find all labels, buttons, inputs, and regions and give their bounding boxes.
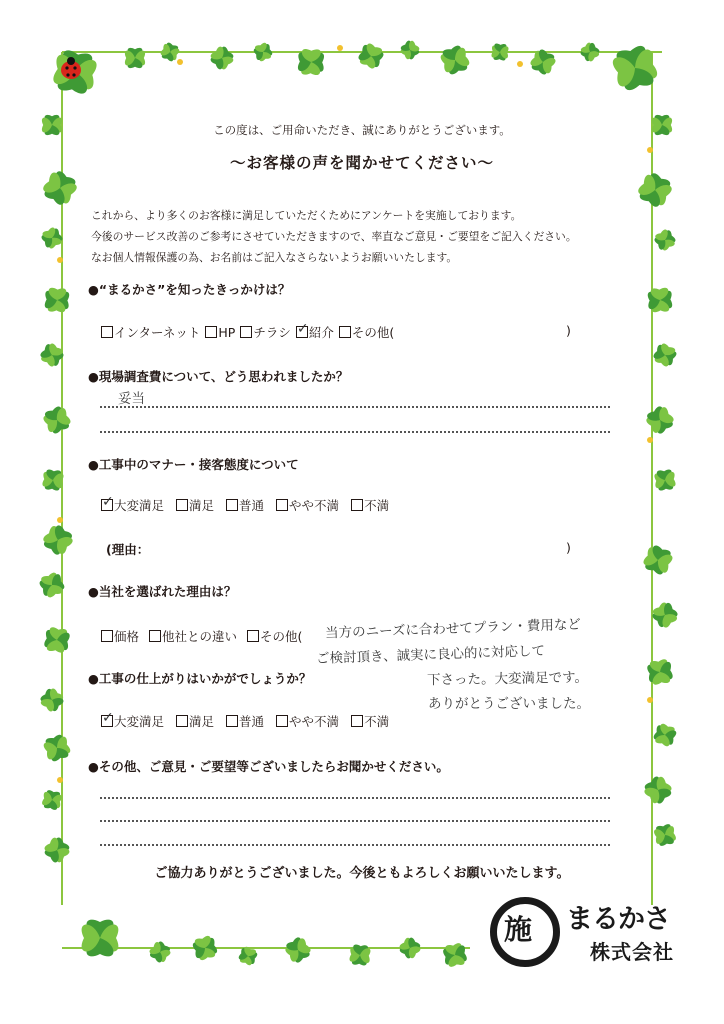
option-somewhat-dissatisfied[interactable]: やや不満: [276, 498, 339, 513]
checkbox-price[interactable]: [101, 630, 113, 642]
clover-icon: [82, 920, 119, 957]
logo-kanji: 施: [504, 913, 533, 946]
clover-icon: [650, 600, 681, 631]
clover-icon: [41, 789, 63, 811]
other-close-paren: ): [566, 323, 571, 338]
checkbox-somewhat-dissatisfied[interactable]: [276, 499, 288, 511]
handwritten-reason-line-4: ありがとうございました。: [428, 696, 590, 712]
clover-icon: [635, 170, 675, 210]
option-other-reason[interactable]: その他(: [247, 629, 302, 644]
clover-icon: [147, 939, 173, 965]
question-how-found: ●“まるかさ”を知ったきっかけは？: [88, 282, 291, 297]
reason-label: (理由：: [106, 542, 150, 557]
clover-icon: [252, 41, 273, 62]
clover-icon: [439, 44, 472, 77]
option-flyer[interactable]: チラシ: [240, 325, 291, 340]
clover-icon: [641, 543, 675, 577]
option-normal[interactable]: 普通: [226, 498, 264, 513]
description-line-2: 今後のサービス改善のご参考にさせていただきますので、率直なご意見・ご要望をご記入ください。: [91, 230, 577, 243]
checkbox-flyer[interactable]: [240, 326, 252, 338]
answer-line: [100, 406, 610, 408]
handwritten-reason-line-3: 下さった。大変満足です。: [426, 669, 589, 689]
reason-close-paren: ): [566, 540, 571, 555]
page-title: 〜お客様の声を聞かせてください〜: [229, 154, 494, 172]
option-very-satisfied[interactable]: ✓大変満足: [101, 714, 164, 729]
clover-icon: [654, 469, 676, 491]
checkbox-satisfied[interactable]: [176, 499, 188, 511]
clover-icon: [40, 168, 80, 208]
option-hp[interactable]: HP: [205, 325, 235, 340]
clover-icon: [641, 773, 675, 807]
closing-message: ご協力ありがとうございました。今後ともよろしくお願いいたします。: [154, 866, 570, 881]
clover-icon: [44, 287, 69, 312]
description-line-3: なお個人情報保護の為、お名前はご記入なさらないようお願いいたします。: [91, 251, 458, 264]
clover-icon: [653, 823, 677, 847]
clover-icon: [356, 41, 385, 70]
description-line-1: これから、より多くのお客様に満足していただくためにアンケートを実施しております。: [91, 209, 522, 222]
checkbox-dissatisfied[interactable]: [351, 715, 363, 727]
clover-icon: [398, 38, 421, 61]
question-why-chosen: ●当社を選ばれた理由は？: [88, 584, 237, 599]
clover-icon: [159, 41, 181, 63]
clover-icon: [42, 469, 64, 491]
option-normal[interactable]: 普通: [226, 714, 264, 729]
why-chosen-options: [101, 627, 307, 645]
checkbox-satisfied[interactable]: [176, 715, 188, 727]
clover-icon: [208, 44, 237, 73]
checkbox-hp[interactable]: [205, 326, 217, 338]
option-dissatisfied[interactable]: 不満: [351, 714, 389, 729]
question-manners: ●工事中のマナー・接客態度について: [88, 457, 299, 472]
finish-quality-options: [101, 712, 394, 730]
logo-company-name: まるかさ: [566, 904, 670, 935]
handwritten-reason-line-2: ご検討頂き、誠実に良心的に対応して: [315, 643, 546, 667]
intro-text: この度は、ご用命いただき、誠にありがとうございます。: [213, 123, 511, 137]
answer-line: [100, 797, 610, 799]
logo-company-type: 株式会社: [590, 940, 674, 964]
clover-icon: [349, 944, 371, 966]
checkbox-dissatisfied[interactable]: [351, 499, 363, 511]
manners-options: [101, 496, 394, 514]
answer-line: [100, 844, 610, 846]
clover-icon: [652, 227, 677, 252]
how-found-options: [101, 323, 399, 341]
checkbox-very-satisfied[interactable]: [101, 499, 113, 511]
clover-icon: [283, 935, 313, 965]
question-other-comments: ●その他、ご意見・ご要望等ございましたらお聞かせください。: [88, 759, 449, 774]
clover-icon: [298, 49, 325, 76]
checkbox-other[interactable]: [339, 326, 351, 338]
checkbox-internet[interactable]: [101, 326, 113, 338]
clover-icon: [647, 287, 672, 312]
option-other[interactable]: その他(: [339, 325, 394, 340]
survey-fee-answer: 妥当: [118, 391, 145, 407]
option-dissatisfied[interactable]: 不満: [351, 498, 389, 513]
clover-icon: [646, 658, 673, 685]
clover-icon: [578, 40, 601, 63]
option-satisfied[interactable]: 満足: [176, 498, 214, 513]
clover-icon: [491, 43, 509, 61]
clover-icon: [42, 733, 72, 763]
clover-icon: [651, 341, 678, 368]
clover-icon: [41, 404, 73, 436]
checkbox-normal[interactable]: [226, 499, 238, 511]
clover-icon: [397, 935, 423, 961]
clover-icon: [442, 942, 468, 968]
clover-icon: [191, 934, 218, 961]
option-referral[interactable]: ✓ 紹介: [296, 325, 334, 340]
checkbox-referral[interactable]: [296, 326, 308, 338]
question-survey-fee: ●現場調査費について、どう思われましたか？: [88, 369, 349, 384]
clover-icon: [41, 834, 72, 865]
checkbox-normal[interactable]: [226, 715, 238, 727]
question-finish-quality: ●工事の仕上がりはいかがでしょうか？: [88, 671, 312, 686]
handwritten-reason-line-1: 当方のニーズに合わせてプラン・費用など: [324, 616, 582, 642]
option-difference[interactable]: 他社との違い: [149, 629, 237, 644]
clover-icon: [40, 226, 65, 251]
checkbox-very-satisfied[interactable]: [101, 715, 113, 727]
clover-icon: [43, 626, 70, 653]
checkbox-somewhat-dissatisfied[interactable]: [276, 715, 288, 727]
checkbox-other-reason[interactable]: [247, 630, 259, 642]
option-price[interactable]: 価格: [101, 629, 139, 644]
option-internet[interactable]: インターネット: [101, 325, 200, 340]
clover-icon: [643, 403, 676, 436]
answer-line: [100, 431, 610, 433]
answer-line: [100, 820, 610, 822]
option-very-satisfied[interactable]: ✓大変満足: [101, 498, 164, 513]
clover-icon: [40, 522, 76, 558]
clover-icon: [652, 722, 678, 748]
clover-icon: [125, 48, 145, 68]
checkbox-difference[interactable]: [149, 630, 161, 642]
option-satisfied[interactable]: 満足: [176, 714, 214, 729]
option-somewhat-dissatisfied[interactable]: やや不満: [276, 714, 339, 729]
